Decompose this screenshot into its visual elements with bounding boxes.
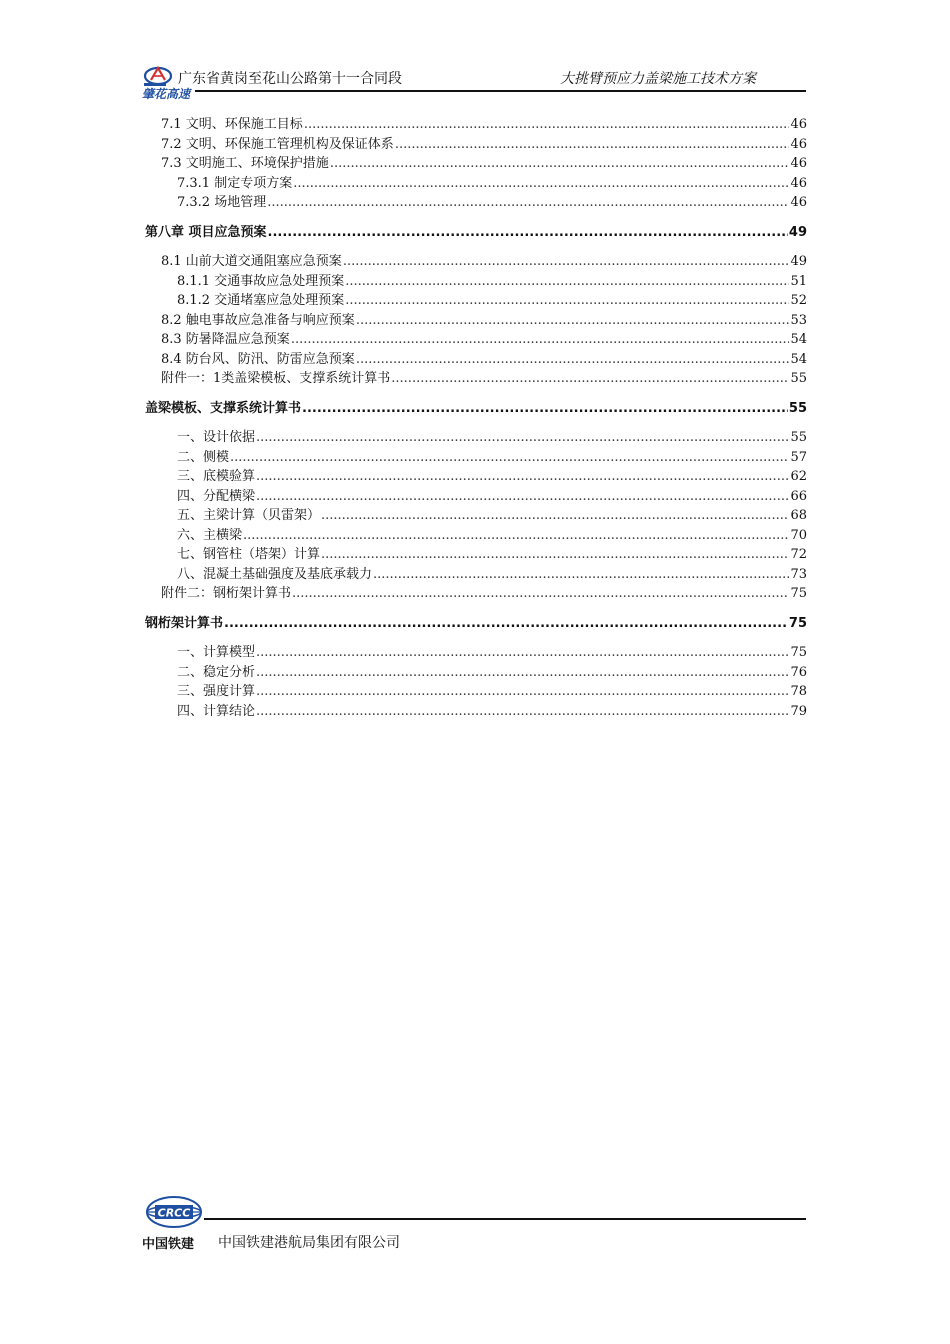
toc-entry[interactable] [145, 291, 807, 311]
toc-page-number: 51 [790, 273, 807, 289]
document-title: 大挑臂预应力盖梁施工技术方案 [560, 71, 756, 87]
toc-page-number: 68 [790, 508, 807, 523]
toc-entry-title: 钢桁架计算书 [145, 615, 224, 631]
toc-entry-title: 三、底模验算 [177, 469, 256, 484]
toc-entry[interactable] [145, 272, 807, 292]
toc-entry-title: 二、稳定分析 [177, 664, 256, 680]
toc-page-number: 57 [790, 449, 807, 465]
toc-entry[interactable] [145, 115, 807, 135]
toc-page-number: 55 [790, 371, 807, 386]
toc-entry-title: 第八章 项目应急预案 [145, 224, 267, 240]
toc-entry-title: 五、主梁计算（贝雷架） [177, 508, 321, 523]
toc-chapter-entry[interactable] [145, 614, 807, 634]
toc-page-number: 55 [788, 400, 807, 416]
toc-chapter-entry[interactable] [145, 399, 807, 419]
toc-entry-title: 盖梁模板、支撑系统计算书 [145, 400, 302, 416]
toc-dot-leader [224, 614, 788, 634]
toc-page-number: 78 [790, 684, 807, 699]
toc-entry-title: 8.3 防暑降温应急预案 [161, 332, 290, 347]
toc-dot-leader [256, 702, 789, 722]
toc-entry-title: 7.3 文明施工、环境保护措施 [161, 156, 329, 171]
toc-page-number: 53 [790, 312, 807, 328]
toc-entry[interactable] [145, 506, 807, 526]
toc-page-number: 75 [790, 645, 807, 660]
toc-entry-title: 七、钢管柱（塔架）计算 [177, 547, 321, 562]
table-of-contents [145, 115, 807, 721]
toc-dot-leader [256, 487, 789, 507]
toc-entry[interactable] [145, 369, 807, 389]
toc-dot-leader [230, 448, 789, 468]
footer-divider [204, 1218, 806, 1220]
page-header [140, 62, 806, 102]
toc-entry[interactable] [145, 702, 807, 722]
toc-dot-leader [321, 506, 789, 526]
toc-dot-leader [343, 252, 790, 272]
toc-page-number: 75 [788, 615, 807, 631]
toc-entry[interactable] [145, 545, 807, 565]
toc-page-number: 62 [790, 469, 807, 484]
toc-page-number: 52 [790, 293, 807, 308]
toc-entry[interactable] [145, 448, 807, 468]
toc-entry[interactable] [145, 252, 807, 272]
toc-dot-leader [256, 428, 789, 448]
toc-dot-leader [256, 663, 789, 683]
toc-entry-title: 7.1 文明、环保施工目标 [161, 117, 303, 132]
toc-entry-title: 三、强度计算 [177, 684, 256, 699]
toc-page-number: 46 [790, 156, 807, 171]
toc-dot-leader [293, 174, 789, 194]
toc-dot-leader [356, 350, 790, 370]
toc-dot-leader [268, 223, 788, 243]
toc-dot-leader [330, 154, 790, 174]
toc-entry-title: 四、分配横梁 [177, 488, 256, 504]
toc-entry[interactable] [145, 428, 807, 448]
toc-dot-leader [391, 369, 789, 389]
toc-page-number: 49 [788, 224, 807, 240]
toc-entry-title: 8.1.1 交通事故应急处理预案 [177, 273, 345, 289]
toc-entry[interactable] [145, 311, 807, 331]
project-name: 广东省黄岗至花山公路第十一合同段 [178, 71, 402, 87]
toc-chapter-entry[interactable] [145, 223, 807, 243]
toc-entry-title: 一、设计依据 [177, 430, 256, 445]
toc-dot-leader [256, 682, 789, 702]
toc-dot-leader [243, 526, 789, 546]
toc-entry-title: 8.2 触电事故应急准备与响应预案 [161, 312, 355, 328]
toc-entry[interactable] [145, 154, 807, 174]
toc-dot-leader [321, 545, 789, 565]
toc-entry-title: 7.3.1 制定专项方案 [177, 175, 293, 191]
toc-page-number: 73 [790, 566, 807, 582]
toc-entry-title: 八、混凝土基础强度及基底承载力 [177, 566, 373, 582]
toc-entry-title: 四、计算结论 [177, 703, 256, 719]
toc-dot-leader [267, 193, 789, 213]
toc-page-number: 46 [790, 136, 807, 152]
toc-page-number: 54 [790, 332, 807, 347]
toc-page-number: 46 [790, 175, 807, 191]
toc-page-number: 72 [790, 547, 807, 562]
toc-entry-title: 8.1 山前大道交通阻塞应急预案 [161, 254, 342, 269]
toc-page-number: 75 [790, 586, 807, 601]
toc-entry-title: 7.3.2 场地管理 [177, 195, 267, 210]
toc-entry-title: 7.2 文明、环保施工管理机构及保证体系 [161, 136, 394, 152]
toc-entry-title: 8.4 防台风、防汛、防雷应急预案 [161, 351, 355, 367]
toc-entry-title: 二、侧模 [177, 449, 230, 465]
toc-dot-leader [292, 584, 789, 604]
toc-page-number: 66 [790, 488, 807, 504]
toc-page-number: 76 [790, 664, 807, 680]
toc-entry[interactable] [145, 565, 807, 585]
crcc-logo-icon [145, 1195, 203, 1229]
toc-dot-leader [373, 565, 789, 585]
toc-entry[interactable] [145, 584, 807, 604]
page-footer [140, 1195, 806, 1255]
footer-logo-text: CRCC [157, 1206, 191, 1220]
toc-dot-leader [345, 272, 789, 292]
toc-page-number: 46 [790, 195, 807, 210]
toc-entry[interactable] [145, 663, 807, 683]
toc-entry-title: 8.1.2 交通堵塞应急处理预案 [177, 293, 345, 308]
toc-entry[interactable] [145, 330, 807, 350]
company-name: 中国铁建港航局集团有限公司 [218, 1235, 400, 1251]
toc-page-number: 79 [790, 703, 807, 719]
toc-entry[interactable] [145, 526, 807, 546]
toc-page-number: 54 [790, 351, 807, 367]
toc-entry-title: 六、主横梁 [177, 527, 243, 543]
toc-dot-leader [304, 115, 790, 135]
toc-dot-leader [302, 399, 788, 419]
toc-page-number: 49 [790, 254, 807, 269]
toc-entry[interactable] [145, 350, 807, 370]
toc-page-number: 46 [790, 117, 807, 132]
header-divider [195, 90, 806, 92]
toc-dot-leader [345, 291, 789, 311]
toc-entry[interactable] [145, 487, 807, 507]
toc-entry[interactable] [145, 643, 807, 663]
toc-entry[interactable] [145, 682, 807, 702]
toc-dot-leader [291, 330, 790, 350]
toc-entry-title: 一、计算模型 [177, 645, 256, 660]
toc-dot-leader [356, 311, 790, 331]
toc-entry[interactable] [145, 467, 807, 487]
toc-page-number: 70 [790, 527, 807, 543]
toc-page-number: 55 [790, 430, 807, 445]
toc-entry-title: 附件二：钢桁架计算书 [161, 586, 292, 601]
toc-entry-title: 附件一：1类盖梁模板、支撑系统计算书 [161, 371, 391, 386]
toc-dot-leader [256, 643, 789, 663]
toc-entry[interactable] [145, 193, 807, 213]
header-logo-text: 肇花高速 [142, 87, 191, 101]
toc-entry[interactable] [145, 174, 807, 194]
toc-dot-leader [395, 135, 790, 155]
toc-dot-leader [256, 467, 789, 487]
toc-entry[interactable] [145, 135, 807, 155]
footer-brand: 中国铁建 [142, 1237, 195, 1252]
